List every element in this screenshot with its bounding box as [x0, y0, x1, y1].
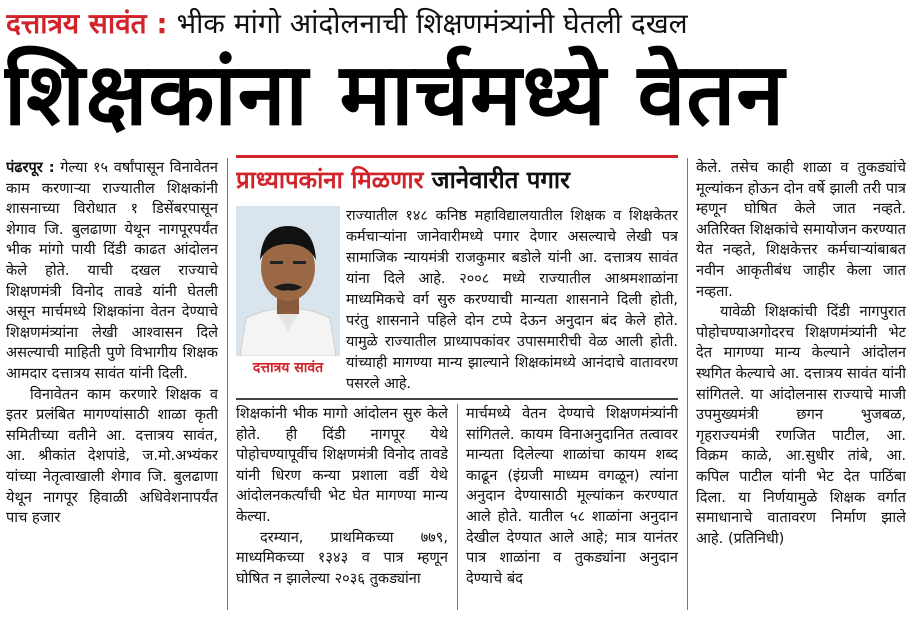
column-divider [227, 158, 228, 610]
sidebar-bottom-rule [236, 398, 678, 400]
column-4-paragraph-2: यावेळी शिक्षकांची दिंडी नागपुरात पोहोचण्याअगोदरच शिक्षणमंत्र्यांनी भेट देत मागण्या मान्य केल्याने आंदोलन स्थगित केल्याचे आ. दत्तात्रय सावंत यांनी सांगितले. या आंदोलनास राज्याचे माजी उपमुख्यमंत्री छगन भुजबळ, गृहराज्यमंत्री रणजित पाटील, आ. विक्रम काळे, आ.सुधीर तांबे, आ. कपिल पाटील यांनी भेट देत पाठिंबा दिला. या निर्णयामुळे शिक्षक वर्गात समाधानाचे वातावरण निर्माण झाले आहे. (प्रतिनिधी) [696, 303, 906, 547]
column-4 [696, 158, 906, 613]
column-1-paragraph-2: विनावेतन काम करणारे शिक्षक व इतर प्रलंबित मागण्यांसाठी शाळा कृती समितीच्या वतीने आ. दत्तात्रय सावंत, आ. श्रीकांत देशपांडे, ज.मो.अभ्यंकर यांच्या नेतृत्वाखाली शेगाव जि. बुलढाणा येथून नागपूर हिवाळी अधिवेशनापर्यंत पाच हजार [6, 385, 218, 527]
dateline: पंढरपूर : [6, 159, 55, 176]
photo-caption: दत्तात्रय सावंत [252, 360, 324, 376]
portrait-illustration [236, 206, 340, 356]
kicker-name: दत्तात्रय सावंत : [6, 7, 168, 40]
column-4-paragraph-1: केले. तसेच काही शाळा व तुकड्यांचे मूल्यांकन होऊन दोन वर्षे झाली तरी पात्र म्हणून घोषित केले जात नव्हते. अतिरिक्त शिक्षकांचे समायोजन करण्यात येत नव्हते, शिक्षकेत्तर कर्मचाऱ्यांबाबत नवीन आकृतीबंध जाहीर केला जात नव्हता. [696, 159, 906, 300]
kicker-line [6, 6, 906, 42]
sidebar-top-rule [236, 155, 678, 158]
column-3-paragraph-1: मार्चमध्ये वेतन देण्याचे शिक्षणमंत्र्यांनी सांगितले. कायम विनाअनुदानित तत्वावर मान्यता दिलेल्या शाळांचा कायम शब्द काढून (इंग्रजी माध्यम वगळून) त्यांना अनुदान देण्यासाठी मूल्यांकन करण्यात आले होते. यातील ५८ शाळांना अनुदान देखील देण्यात आले आहे; मात्र यानंतर पात्र शाळांना व तुकड्यांना अनुदान देण्याचे बंद [466, 405, 678, 587]
subhead-red: प्राध्यापकांना मिळणार [236, 166, 424, 194]
column-3 [466, 404, 678, 614]
main-headline: शिक्षकांना मार्चमध्ये वेतन [4, 45, 786, 145]
sidebar-intro-text: राज्यातील १४८ कनिष्ठ महाविद्यालयातील शिक्षक व शिक्षकेतर कर्मचाऱ्यांना जानेवारीमध्ये पगार देणार असल्याचे लेखी पत्र सामाजिक न्यायमंत्री राजकुमार बडोले यांनी आ. दत्तात्रय सावंत यांना दिले आहे. २००८ मध्ये राज्यातील आश्रमशाळांना माध्यमिकचे वर्ग सुरु करण्याची मान्यता शासनाने दिली होती, परंतु शासनाने पहिले दोन टप्पे देऊन अनुदान बंद केले होते. यामुळे राज्यातील प्राध्यापकांवर उपासमारीची वेळ आली होती. यांच्याही मागण्या मान्य झाल्याने शिक्षकांमध्ये आनंदाचे वातावरण पसरले आहे. [346, 208, 678, 392]
column-1 [6, 158, 218, 613]
sidebar-subheadline [236, 162, 678, 198]
subhead-black: जानेवारीत पगार [431, 166, 570, 194]
column-divider [457, 404, 458, 610]
column-1-paragraph-1-text: गेल्या १५ वर्षांपासून विनावेतन काम करणाऱ्या राज्यातील शिक्षकांनी शासनाच्या विरोधात १ डिसेंबरपासून शेगाव जि. बुलढाणा येथून नागपूरपर्यंत भीक मांगो पायी दिंडी काढत आंदोलन केले होते. याची दखल राज्याचे शिक्षणमंत्री विनोद तावडे यांनी घेतली असून मार्चमध्ये शिक्षकांना वेतन देण्याचे शिक्षणमंत्र्यांना लेखी आश्वासन दिले असल्याची माहिती पुणे विभागीय शिक्षक आमदार दत्तात्रय सावंत यांनी दिली. [6, 159, 218, 382]
column-2-paragraph-2: दरम्यान, प्राथमिकच्या ७७९, माध्यमिकच्या १३४३ व पात्र म्हणून घोषित न झालेल्या २०३६ तुकड्यांना [236, 528, 448, 587]
portrait-photo [236, 206, 340, 356]
column-2 [236, 404, 448, 614]
kicker-text: भीक मांगो आंदोलनाची शिक्षणमंत्र्यांनी घेतली दखल [176, 7, 688, 40]
column-2-paragraph-1: शिक्षकांनी भीक मागो आंदोलन सुरु केले होते. ही दिंडी नागपूर येथे पोहोचण्यापूर्वीच शिक्षणमंत्री विनोद तावडे यांनी धिरण कन्या प्रशाला वर्डी येथे आंदोलनकर्त्यांची भेट घेत मागण्या मान्य केल्या. [236, 405, 448, 525]
column-divider [687, 158, 688, 610]
column-1-paragraph-1 [6, 158, 218, 385]
